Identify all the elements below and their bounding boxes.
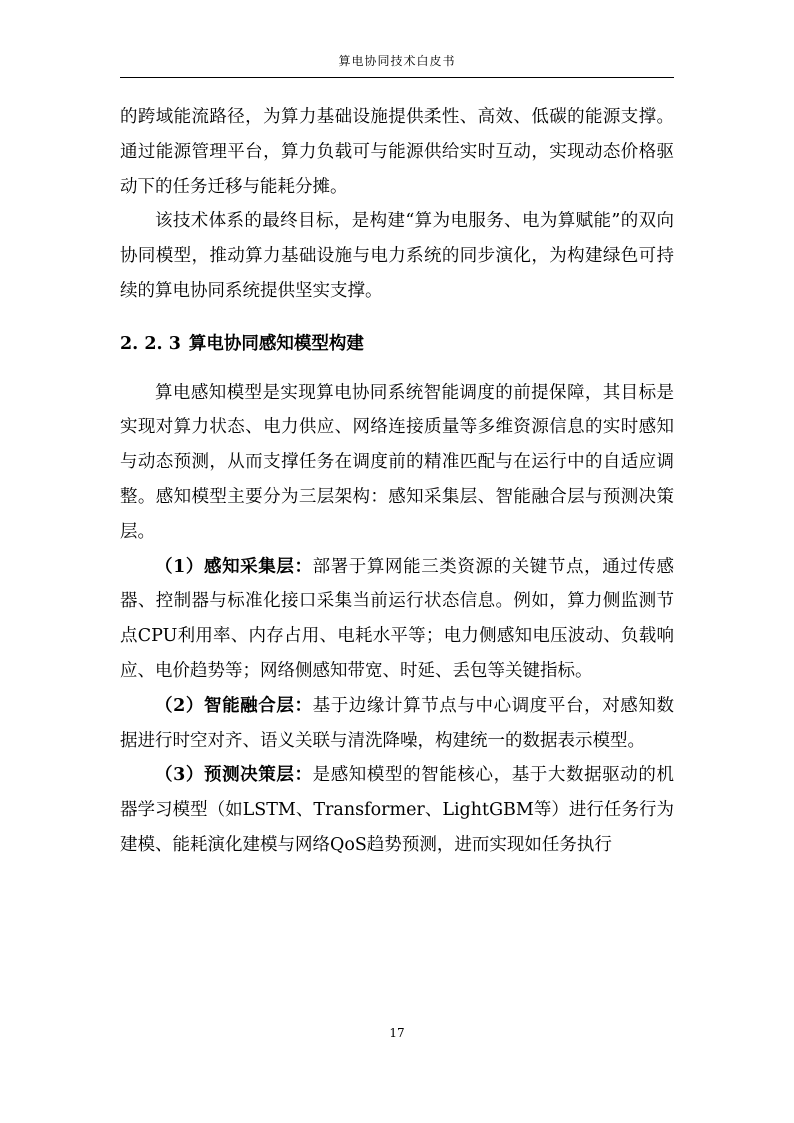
- list-item-label: （3）预测决策层：: [155, 765, 313, 786]
- paragraph-continued: 的跨域能流路径，为算力基础设施提供柔性、高效、低碳的能源支撑。通过能源管理平台，算力负载可与能源供给实时互动，实现动态价格驱动下的任务迁移与能耗分摊。: [120, 107, 674, 197]
- list-item-text: 部署于算网能三类资源的关键节点，通过传感器、控制器与标准化接口采集当前运行状态信息。例如，算力侧监测节点CPU利用率、内存占用、电耗水平等；电力侧感知电压波动、负载响应、电价趋势等；网络侧感知带宽、时延、丢包等关键指标。: [120, 556, 675, 681]
- body-text: [120, 100, 674, 863]
- list-item-decision-layer: [120, 758, 674, 862]
- list-item-text: 是感知模型的智能核心，基于大数据驱动的机器学习模型（如LSTM、Transformer、LightGBM等）进行任务行为建模、能耗演化建模与网络QoS趋势预测，进而实现如任务执行: [120, 765, 675, 855]
- section-number: 2. 2. 3: [120, 333, 181, 354]
- list-item-label: （1）感知采集层：: [155, 556, 313, 577]
- running-header: 算电协同技术白皮书: [338, 54, 456, 68]
- page-number: 17: [389, 1026, 405, 1040]
- paragraph-goal: 该技术体系的最终目标，是构建“算为电服务、电为算赋能”的双向协同模型，推动算力基础设施与电力系统的同步演化，为构建绿色可持续的算电协同系统提供坚实支撑。: [120, 211, 674, 301]
- list-item-perception-layer: [120, 550, 674, 689]
- paragraph-intro: 算电感知模型是实现算电协同系统智能调度的前提保障，其目标是实现对算力状态、电力供应、网络连接质量等多维资源信息的实时感知与动态预测，从而支撑任务在调度前的精准匹配与在运行中的自适应调整。感知模型主要分为三层架构：感知采集层、智能融合层与预测决策层。: [120, 382, 674, 542]
- list-item-label: （2）智能融合层：: [155, 695, 313, 716]
- header-divider: [120, 77, 674, 78]
- section-title: 算电协同感知模型构建: [188, 333, 364, 354]
- list-item-text: 基于边缘计算节点与中心调度平台，对感知数据进行时空对齐、语义关联与清洗降噪，构建统一的数据表示模型。: [120, 695, 675, 751]
- section-heading: [120, 327, 674, 362]
- list-item-fusion-layer: [120, 689, 674, 759]
